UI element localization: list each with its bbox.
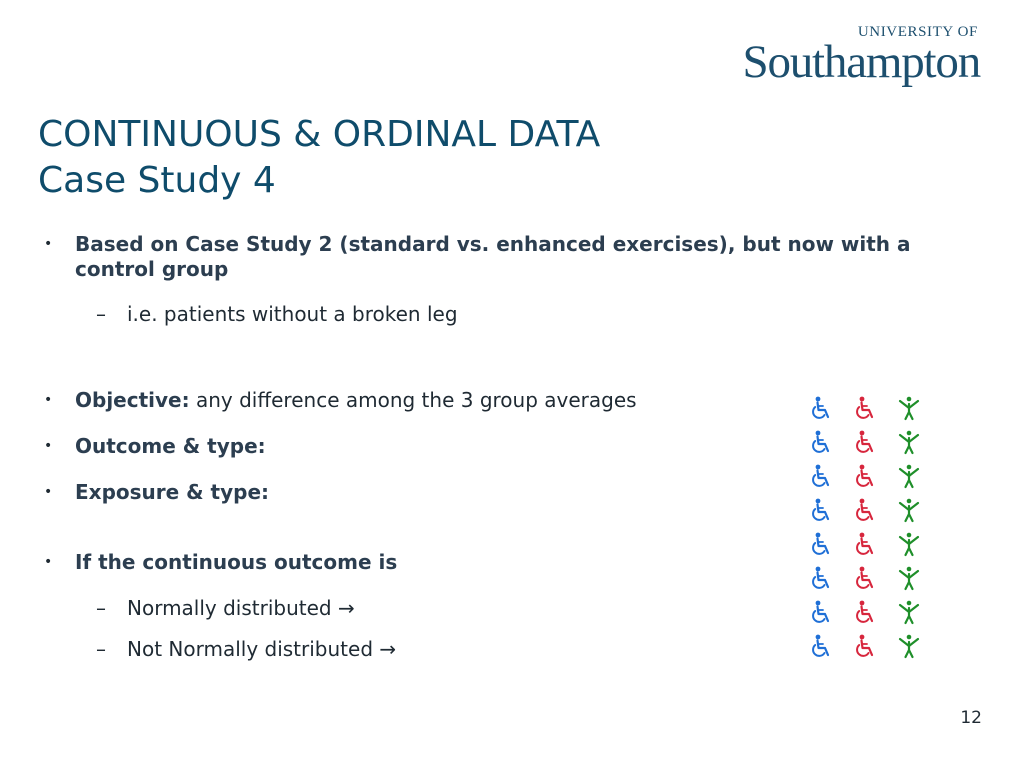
bullet-case-study-text: Based on Case Study 2 (standard vs. enhanced exercises), but now with a control group — [75, 232, 911, 281]
bullet-marker: • — [44, 554, 53, 570]
person-arms-up-icon — [897, 498, 921, 524]
sub-bullet-not-normal — [96, 637, 396, 662]
title-line-1: CONTINUOUS & ORDINAL DATA — [38, 114, 601, 155]
bullet-objective — [44, 388, 637, 413]
sub-bullet-normal — [96, 596, 355, 621]
bullet-exposure — [44, 480, 269, 505]
person-arms-up-icon — [897, 464, 921, 490]
bullet-objective-text: any difference among the 3 group averages — [189, 388, 637, 412]
bullet-outcome-label: Outcome & type: — [75, 434, 266, 458]
wheelchair-icon — [809, 532, 833, 558]
slide-title — [38, 112, 600, 204]
wheelchair-icon — [809, 498, 833, 524]
bullet-marker: • — [44, 438, 53, 454]
title-line-2: Case Study 4 — [38, 160, 276, 201]
person-arms-up-icon — [897, 532, 921, 558]
university-logo — [742, 24, 980, 88]
page-number: 12 — [960, 708, 982, 728]
sub-bullet-not-normal-text: Not Normally distributed → — [127, 637, 397, 661]
bullet-marker: • — [44, 392, 53, 408]
sub-bullet-marker: – — [96, 637, 106, 661]
person-arms-up-icon — [897, 634, 921, 660]
wheelchair-icon — [853, 600, 877, 626]
wheelchair-icon — [809, 634, 833, 660]
logo-university-of: UNIVERSITY OF — [857, 24, 978, 40]
bullet-marker: • — [44, 484, 53, 500]
bullet-outcome — [44, 434, 266, 459]
person-arms-up-icon — [897, 396, 921, 422]
bullet-continuous-outcome — [44, 550, 397, 575]
bullet-marker: • — [44, 236, 53, 252]
wheelchair-icon — [853, 464, 877, 490]
bullet-exposure-label: Exposure & type: — [75, 480, 270, 504]
wheelchair-icon — [853, 634, 877, 660]
wheelchair-icon — [853, 498, 877, 524]
bullet-case-study — [44, 232, 964, 282]
logo-southampton: Southampton — [742, 36, 980, 88]
person-arms-up-icon — [897, 600, 921, 626]
wheelchair-icon — [853, 396, 877, 422]
sub-bullet-control-text: i.e. patients without a broken leg — [127, 302, 458, 326]
person-arms-up-icon — [897, 566, 921, 592]
person-arms-up-icon — [897, 430, 921, 456]
sub-bullet-control — [96, 302, 458, 327]
wheelchair-icon — [853, 430, 877, 456]
wheelchair-icon — [853, 532, 877, 558]
wheelchair-icon — [809, 600, 833, 626]
bullet-objective-label: Objective: — [75, 388, 190, 412]
wheelchair-icon — [809, 430, 833, 456]
bullet-continuous-outcome-label: If the continuous outcome is — [75, 550, 398, 574]
sub-bullet-normal-text: Normally distributed → — [127, 596, 355, 620]
wheelchair-icon — [809, 396, 833, 422]
sub-bullet-marker: – — [96, 596, 106, 620]
wheelchair-icon — [809, 464, 833, 490]
sub-bullet-marker: – — [96, 302, 106, 326]
wheelchair-icon — [809, 566, 833, 592]
wheelchair-icon — [853, 566, 877, 592]
